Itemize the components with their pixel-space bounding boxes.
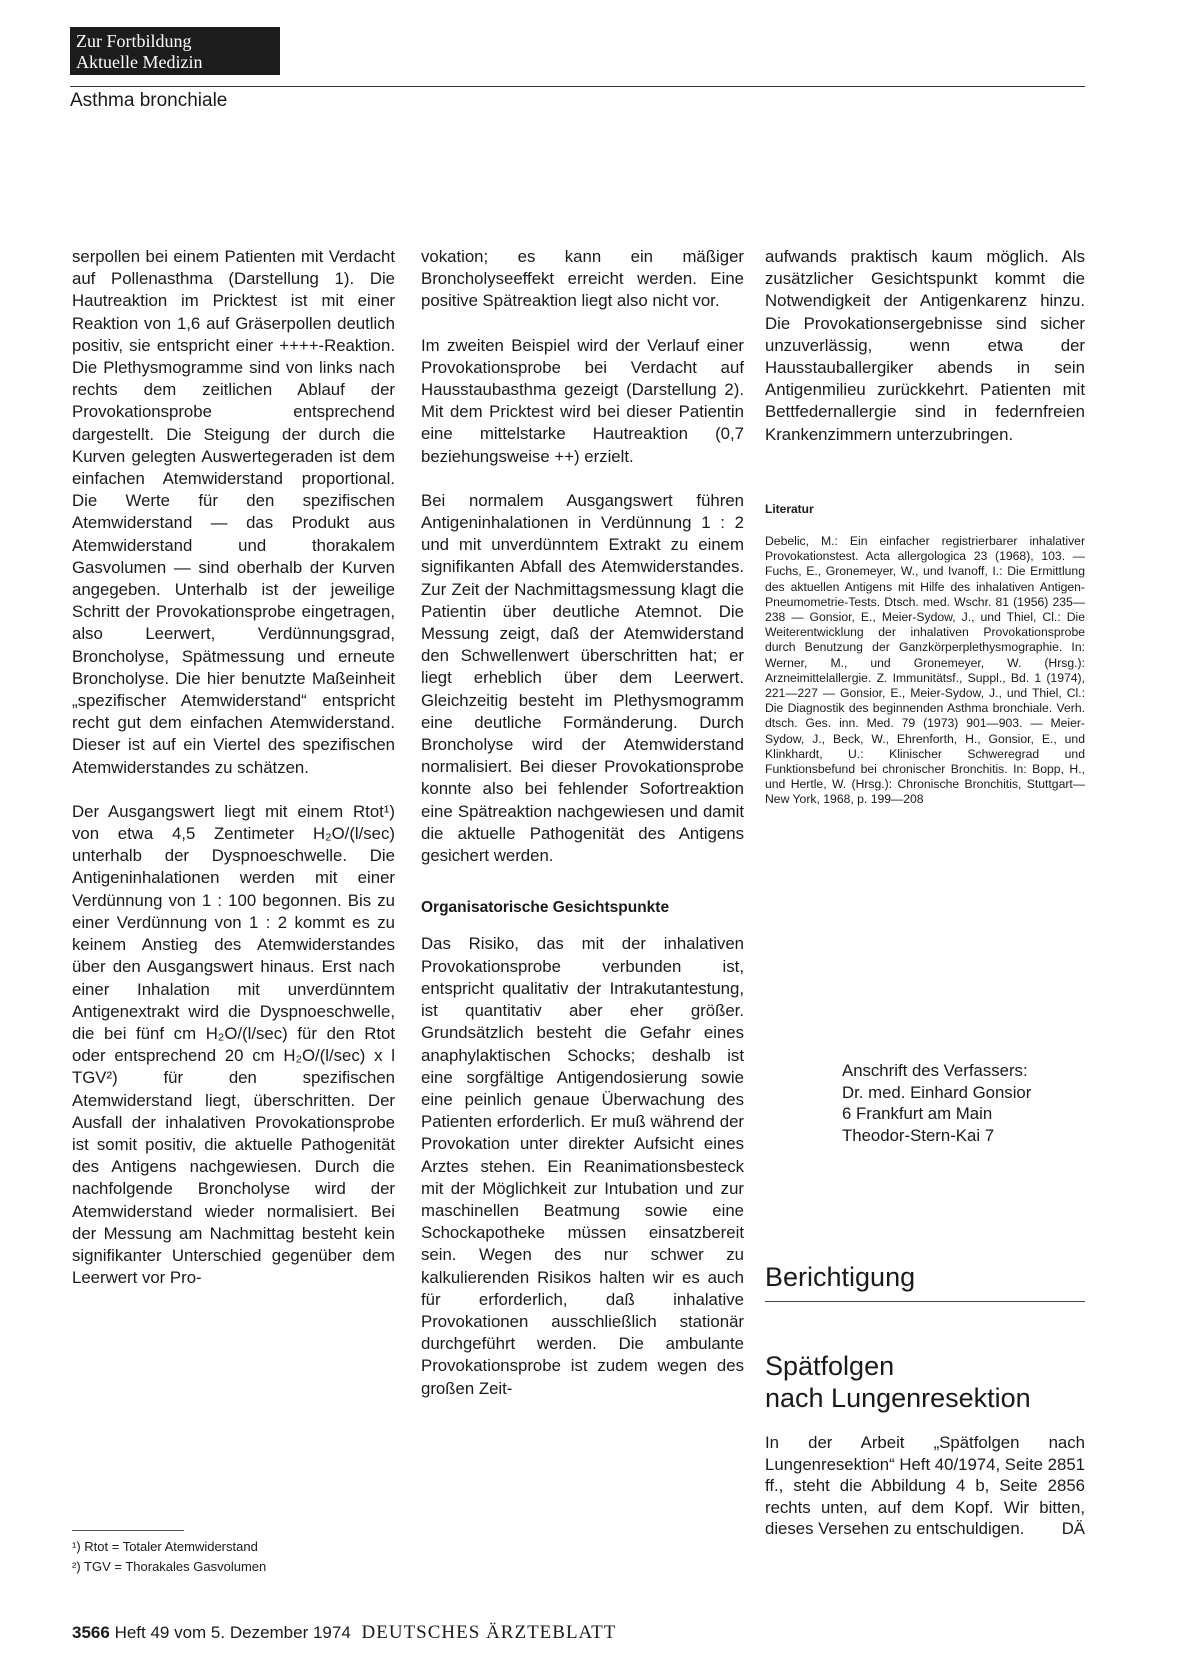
literatur-list: Debelic, M.: Ein einfacher registrierbarer inhalativer Provokationstest. Acta allergologica 23 (1968), 103. — Fuchs, E., Gronemeyer, W., und Ivanoff, I.: Die Ermittlung des aktuellen Antigens mit Hilfe des inhalativen Antigen-Pneumometrie-Tests. Dtsch. med. Wschr. 81 (1956) 235—238 — Gonsior, E., Meier-Sydow, J., und Thiel, Cl.: Die Weiterentwicklung der inhalativen Provokationsprobe durch Benutzung der Ganzkörperplethysmographie. In: Werner, M., und Gronemeyer, W. (Hrsg.): Arzneimittelallergie. Z. Immunitätsf., Suppl., Bd. 1 (1974), 221—227 — Gonsior, E., Meier-Sydow, J., und Thiel, Cl.: Die Diagnostik des beginnenden Asthma bronchiale. Verh. dtsch. Ges. inn. Med. 79 (1973) 901—903. — Meier-Sydow, J., Beck, W., Ehrenforth, H., Gonsior, E., und Klinkhardt, U.: Klinischer Schweregrad und Funktionsbefund bei chronischer Bronchitis. In: Bopp, H., und Hertle, W. (Hrsg.): Chronische Bronchitis, Stuttgart—New York, 1968, p. 199—208: [765, 534, 1085, 807]
address-line: Dr. med. Einhard Gonsior: [842, 1082, 1032, 1102]
correction-title-line: nach Lungenresektion: [765, 1383, 1031, 1413]
column-3: [765, 246, 1085, 808]
paragraph: serpollen bei einem Patienten mit Verdacht auf Pollenasthma (Darstellung 1). Die Hautreaktion im Pricktest ist mit einer Reaktion von 1,6 auf Gräserpollen deutlich positiv, sie entspricht einer ++++-Reaktion. Die Plethysmogramme sind von links nach rechts dem zeitlichen Ablauf der Provokationsprobe entsprechend dargestellt. Die Steigung der durch die Kurven gelegten Auswertegeraden ist dem einfachen Atemwiderstand proportional. Die Werte für den spezifischen Atemwiderstand — das Produkt aus Atemwiderstand und thorakalem Gasvolumen — sind oberhalb der Kurven angegeben. Unterhalb ist der jeweilige Schritt der Provokationsprobe eingetragen, also Leerwert, Verdünnungsgrad, Broncholyse, Spätmessung und erneute Broncholyse. Die hier benutzte Maßeinheit „spezifischer Atemwiderstand“ entspricht recht gut dem einfachen Atemwiderstand. Dieser ist auf ein Viertel des spezifischen Atemwiderstandes zu schätzen.: [72, 247, 395, 777]
paragraph: Das Risiko, das mit der inhalativen Provokationsprobe verbunden ist, entspricht qualitativ der Intrakutantestung, ist quantitativ aber eher größer. Grundsätzlich besteht die Gefahr eines anaphylaktischen Schocks; deshalb ist eine sorgfältige Antigendosierung sowie eine peinlich genaue Überwachung des Patienten erforderlich. Er muß während der Provokation unter direkter Aufsicht eines Arztes stehen. Ein Reanimationsbesteck mit der Möglichkeit zur Intubation und zur maschinellen Beatmung sowie eine Schockapotheke müssen einsatzbereit sein. Wegen des nur schwer zu kalkulierenden Risikos halten wir es auch für erforderlich, daß inhalative Provokationen ausschließlich stationär durchgeführt werden. Die ambulante Provokationsprobe ist zudem wegen des großen Zeit-: [421, 934, 744, 1398]
badge-line-1: Zur Fortbildung: [76, 31, 192, 51]
address-line: Anschrift des Verfassers:: [842, 1061, 1028, 1080]
literatur-heading: Literatur: [765, 501, 814, 516]
page-number: 3566: [72, 1623, 110, 1642]
journal-name: DEUTSCHES ÄRZTEBLATT: [361, 1622, 617, 1643]
footnote: ²) TGV = Thorakales Gasvolumen: [72, 1559, 267, 1574]
correction-signature: DÄ: [1061, 1519, 1085, 1538]
address-line: Theodor-Stern-Kai 7: [842, 1125, 995, 1145]
correction-title-line: Spätfolgen: [765, 1351, 895, 1381]
berichtigung-rule: [765, 1301, 1085, 1302]
column-2: [421, 246, 744, 1422]
subheading: Organisatorische Gesichtspunkte: [421, 899, 670, 917]
column-1: [72, 246, 395, 1311]
berichtigung-heading: Berichtigung: [765, 1262, 916, 1292]
footnotes: [72, 1537, 266, 1577]
address-line: 6 Frankfurt am Main: [842, 1104, 993, 1123]
section-title: Asthma bronchiale: [70, 90, 228, 111]
paragraph: Der Ausgangswert liegt mit einem Rtot¹) von etwa 4,5 Zentimeter H₂O/(l/sec) unterhalb der Dyspnoeschwelle. Die Antigeninhalationen werden mit einer Verdünnung von 1 : 100 begonnen. Bis zu einer Verdünnung von 1 : 2 kommt es zu keinem Anstieg des Atemwiderstandes über den Ausgangswert hinaus. Erst nach einer Inhalation mit unverdünntem Antigenextrakt wird die Dyspnoeschwelle, die bei fünf cm H₂O/(l/sec) für den Rtot oder entsprechend 20 cm H₂O/(l/sec) x l TGV²) für den spezifischen Atemwiderstand liegt, überschritten. Der Ausfall der inhalativen Provokationsprobe ist somit positiv, die aktuelle Pathogenität des Antigens nachgewiesen. Durch die nachfolgende Broncholyse wird der Atemwiderstand wieder normalisiert. Bei der Messung am Nachmittag besteht kein signifikanter Unterschied gegenüber dem Leerwert vor Pro-: [72, 801, 395, 1288]
footnote: ¹) Rtot = Totaler Atemwiderstand: [72, 1539, 258, 1554]
correction-title: [765, 1350, 1031, 1414]
page-footer: [72, 1622, 616, 1644]
header-rule: [70, 86, 1085, 87]
author-address: [842, 1060, 1082, 1146]
footnote-rule: [72, 1530, 184, 1531]
correction-text: [765, 1432, 1085, 1540]
correction-body: In der Arbeit „Spätfolgen nach Lungenresektion“ Heft 40/1974, Seite 2851 ff., steht die Abbildung 4 b, Seite 2856 rechts unten, auf dem Kopf. Wir bitten, dieses Versehen zu entschuldigen.: [765, 1433, 1086, 1538]
paragraph: Im zweiten Beispiel wird der Verlauf einer Provokationsprobe bei Verdacht auf Hausstaubasthma gezeigt (Darstellung 2). Mit dem Pricktest wird bei dieser Patientin eine mittelstarke Hautreaktion (0,7 beziehungsweise ++) erzielt.: [421, 335, 744, 466]
badge-line-2: Aktuelle Medizin: [76, 52, 203, 72]
section-badge: [70, 27, 280, 75]
issue-info: Heft 49 vom 5. Dezember 1974: [114, 1623, 351, 1642]
paragraph: aufwands praktisch kaum möglich. Als zusätzlicher Gesichtspunkt kommt die Notwendigkeit der Antigenkarenz hinzu. Die Provokationsergebnisse sind sicher unzuverlässig, wenn etwa der Hausstauballergiker abends in sein Antigenmilieu zurückkehrt. Patienten mit Bettfedernallergie sind in federnfreien Krankenzimmern unterzubringen.: [765, 247, 1085, 444]
paragraph: vokation; es kann ein mäßiger Broncholyseeffekt erreicht werden. Eine positive Spätreaktion liegt also nicht vor.: [421, 247, 744, 311]
paragraph: Bei normalem Ausgangswert führen Antigeninhalationen in Verdünnung 1 : 2 und mit unverdünntem Extrakt zu einem signifikanten Abfall des Atemwiderstandes. Zur Zeit der Nachmittagsmessung klagt die Patientin über deutliche Atemnot. Die Messung zeigt, daß der Atemwiderstand den Schwellenwert überschritten hat; er liegt erheblich über dem Leerwert. Gleichzeitig besteht im Plethysmogramm eine deutliche Formänderung. Durch Broncholyse wird der Atemwiderstand normalisiert. Bei dieser Provokationsprobe konnte also bei fehlender Sofortreaktion eine Spätreaktion nachgewiesen und damit die aktuelle Pathogenität des Antigens gesichert werden.: [421, 490, 744, 866]
